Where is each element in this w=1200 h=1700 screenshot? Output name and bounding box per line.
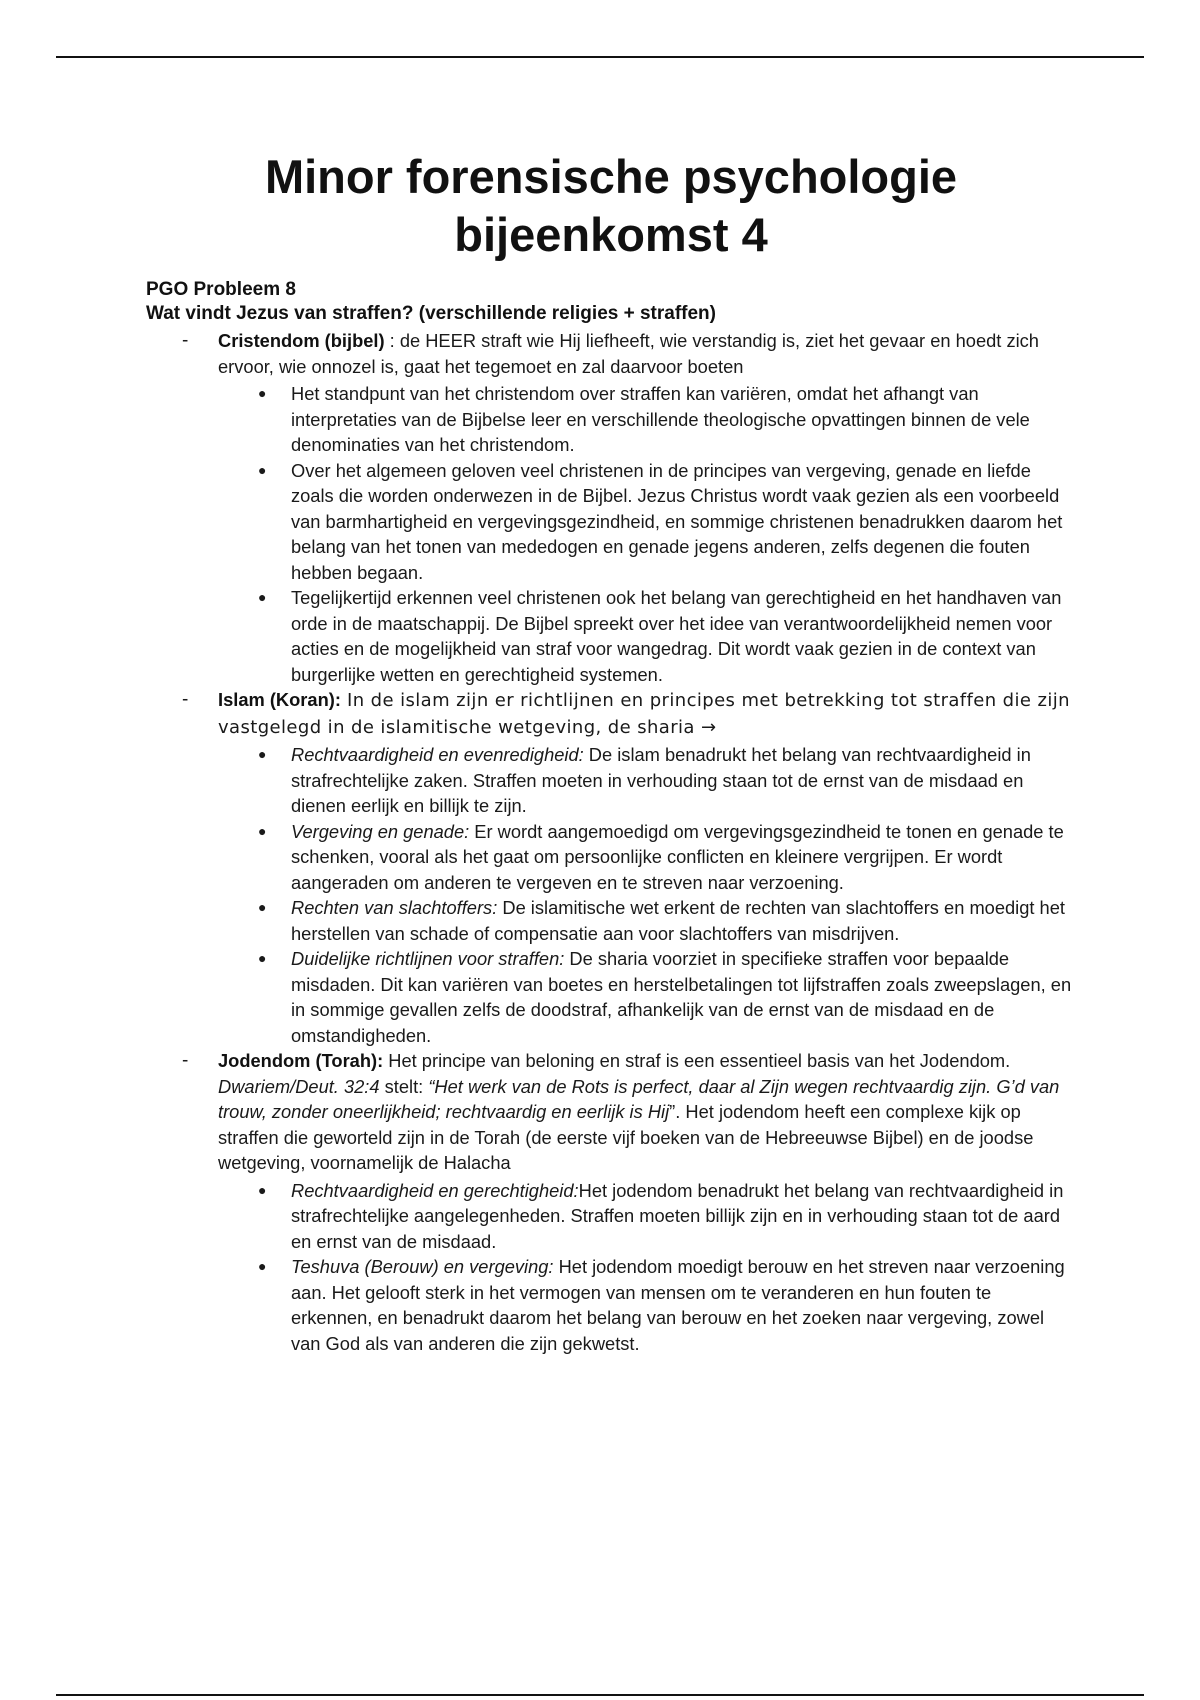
bullet-term: Vergeving en genade: <box>291 820 470 842</box>
jodendom-bullet <box>218 1254 1076 1356</box>
islam-bullet <box>218 819 1076 896</box>
section-jodendom <box>146 1048 1076 1356</box>
jodendom-reference: Dwariem/Deut. 32:4 <box>218 1075 380 1097</box>
christendom-bullet <box>218 381 1076 458</box>
bullet-text: Tegelijkertijd erkennen veel christenen ook het belang van gerechtigheid en het handhaven van orde in de maatschappij. De Bijbel spreekt over het idee van verantwoordelijkheid nemen voor acties en de mogelijkheid van straf voor wangedrag. Dit wordt vaak gezien in de context van burgerlijke wetten en gerechtigheid systemen. <box>291 587 1062 685</box>
bullet-text: Er wordt aangemoedigd om vergevingsgezindheid te tonen en genade te schenken, vooral als het gaat om persoonlijke conflicten en kleinere vergrijpen. Er wordt aangeraden om anderen te vergeven en te streven naar verzoening. <box>291 820 1064 893</box>
jodendom-bullet <box>218 1178 1076 1255</box>
jodendom-bullets <box>218 1178 1076 1357</box>
bullet-term: Rechtvaardigheid en gerechtigheid: <box>291 1179 579 1201</box>
top-rule <box>56 56 1144 58</box>
christendom-bullet <box>218 458 1076 586</box>
bottom-rule <box>56 1694 1144 1696</box>
islam-bullet <box>218 946 1076 1048</box>
subheading-problem: PGO Probleem 8 <box>146 279 296 300</box>
page-title <box>146 148 1076 264</box>
jodendom-text-a: Het principe van beloning en straf is een essentieel basis van het Jodendom. <box>383 1050 1011 1071</box>
christendom-bullet <box>218 585 1076 687</box>
bullet-dot: ● <box>258 589 267 605</box>
bullet-text: De sharia voorziet in specifieke straffen voor bepaalde misdaden. Dit kan variëren van boetes en herstelbetalingen tot lijfstraffen zoals zweepslagen, en in sommige gevallen zelfs de doodstraf, afhankelijk van de ernst van de misdaad en de omstandigheden. <box>291 948 1072 1046</box>
bullet-dot: ● <box>258 746 267 762</box>
christendom-intro <box>218 328 1076 379</box>
document-body <box>146 148 1076 1356</box>
title-line-2: bijeenkomst 4 <box>454 208 768 261</box>
bullet-dot: ● <box>258 1258 267 1274</box>
islam-intro <box>218 687 1076 740</box>
bullet-text: Over het algemeen geloven veel christenen in de principes van vergeving, genade en liefde zoals die worden onderwezen in de Bijbel. Jezus Christus wordt vaak gezien als een voorbeeld van barmhartigheid en vergevingsgezindheid, en sommige christenen benadrukken daarom het belang van het tonen van mededogen en genade jegens anderen, zelfs degenen die fouten hebben begaan. <box>291 459 1063 583</box>
title-line-1: Minor forensische psychologie <box>264 150 958 203</box>
bullet-text: De islamitische wet erkent de rechten van slachtoffers en moedigt het herstellen van schade of compensatie aan voor slachtoffers van misdrijven. <box>291 897 1065 944</box>
bullet-text: Het standpunt van het christendom over straffen kan variëren, omdat het afhangt van interpretaties van de Bijbelse leer en verschillende theologische opvattingen binnen de vele denominaties van het christendom. <box>291 383 1030 455</box>
islam-bullet <box>218 895 1076 946</box>
jodendom-intro <box>218 1048 1076 1176</box>
dash-marker: - <box>182 1050 189 1071</box>
jodendom-text-b: stelt: <box>379 1075 429 1097</box>
bullet-text: Het jodendom moedigt berouw en het streven naar verzoening aan. Het gelooft sterk in het vermogen van mensen om te veranderen en hun fouten te erkennen, en benadrukt daarom het belang van berouw en het zoeken naar vergeving, zowel van God als van anderen die zijn gekwetst. <box>291 1256 1065 1354</box>
jodendom-text-c: ”. Het jodendom heeft een complexe kijk op straffen die geworteld zijn in de Torah (de eerste vijf boeken van de Hebreeuwse Bijbel) en de joodse wetgeving, voornamelijk de Halacha <box>218 1101 1034 1173</box>
religion-list <box>146 328 1076 1356</box>
christendom-label: Cristendom (bijbel) <box>218 330 385 351</box>
islam-bullet <box>218 742 1076 819</box>
dash-marker: - <box>182 689 189 710</box>
bullet-dot: ● <box>258 385 267 401</box>
christendom-bullets <box>218 381 1076 687</box>
bullet-text: De islam benadrukt het belang van rechtvaardigheid in strafrechtelijke zaken. Straffen moeten in verhouding staan tot de ernst van de misdaad en dienen eerlijk en billijk te zijn. <box>291 744 1031 816</box>
bullet-dot: ● <box>258 1181 267 1198</box>
christendom-text: : de HEER straft wie Hij liefheeft, wie verstandig is, ziet het gevaar en hoedt zich ervoor, wie onnozel is, gaat het tegemoet en zal daarvoor boeten <box>218 330 1039 377</box>
section-islam <box>146 687 1076 1048</box>
islam-label: Islam (Koran): <box>218 689 341 710</box>
bullet-term: Rechtvaardigheid en evenredigheid: <box>291 744 584 765</box>
bullet-term: Teshuva (Berouw) en vergeving: <box>291 1256 554 1277</box>
section-christendom <box>146 328 1076 687</box>
bullet-dot: ● <box>258 822 267 839</box>
bullet-term: Rechten van slachtoffers: <box>291 897 498 918</box>
islam-text: In de islam zijn er richtlijnen en principes met betrekking tot straffen die zijn vastgelegd in de islamitische wetgeving, de sharia → <box>218 690 1070 738</box>
jodendom-quote: “Het werk van de Rots is perfect, daar al Zijn wegen rechtvaardig zijn. G’d van trouw, zonder oneerlijkheid; rechtvaardig en eerlijk is Hij <box>218 1075 1060 1122</box>
bullet-dot: ● <box>258 950 267 966</box>
bullet-term: Duidelijke richtlijnen voor straffen: <box>291 948 565 969</box>
jodendom-label: Jodendom (Torah): <box>218 1050 384 1071</box>
subheading-question: Wat vindt Jezus van straffen? (verschillende religies + straffen) <box>146 303 716 324</box>
bullet-dot: ● <box>258 899 267 915</box>
bullet-text: Het jodendom benadrukt het belang van rechtvaardigheid in strafrechtelijke aangelegenheden. Straffen moeten billijk zijn en in verhouding staan tot de aard en ernst van de misdaad. <box>291 1179 1064 1252</box>
islam-bullets <box>218 742 1076 1048</box>
dash-marker: - <box>182 330 189 351</box>
bullet-dot: ● <box>258 461 267 478</box>
